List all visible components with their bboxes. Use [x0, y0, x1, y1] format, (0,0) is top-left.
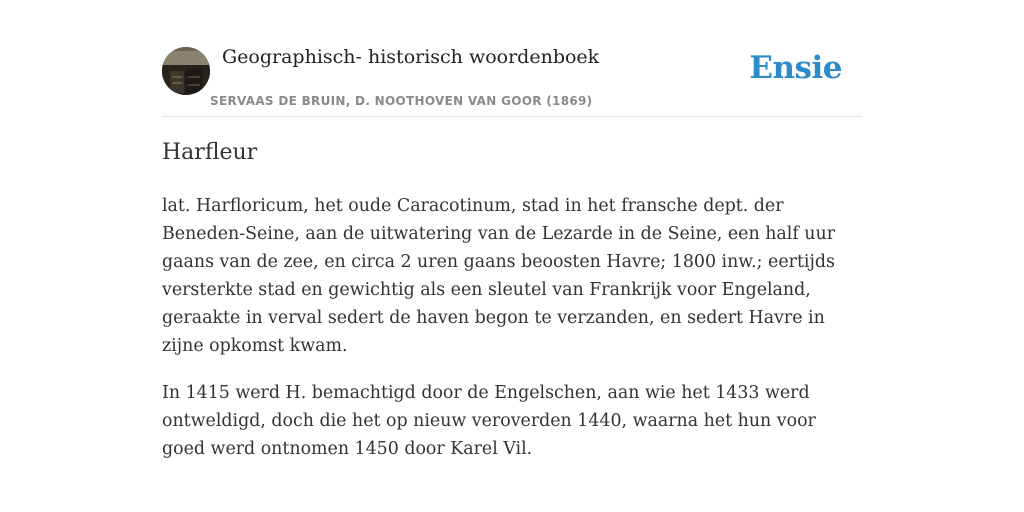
ensie-logo-link[interactable]: Ensie: [749, 50, 842, 86]
entry-body: [162, 192, 862, 482]
book-title-link[interactable]: Geographisch- historisch woordenboek: [222, 46, 600, 68]
book-cover-thumbnail-icon: [162, 47, 210, 95]
entry-header: [162, 0, 862, 117]
book-cover-avatar[interactable]: [162, 47, 210, 95]
entry-paragraph: lat. Harfloricum, het oude Caracotinum, stad in het fransche dept. der Beneden-Seine, aan de uitwatering van de Lezarde in de Seine, een half uur gaans van de zee, en circa 2 uren gaans beoosten Havre; 1800 inw.; eertijds versterkte stad en gewichtig als een sleutel van Frankrijk voor Engeland, geraakte in verval sedert de haven begon te verzanden, en sedert Havre in zijne opkomst kwam.: [162, 196, 836, 356]
book-authors: SERVAAS DE BRUIN, D. NOOTHOVEN VAN GOOR (1869): [210, 94, 593, 108]
entry-paragraph: In 1415 werd H. bemachtigd door de Engelschen, aan wie het 1433 werd ontweldigd, doch die het op nieuw veroverden 1440, waarna het hun voor goed werd ontnomen 1450 door Karel Vil.: [162, 383, 816, 459]
entry-title: Harfleur: [162, 140, 258, 165]
